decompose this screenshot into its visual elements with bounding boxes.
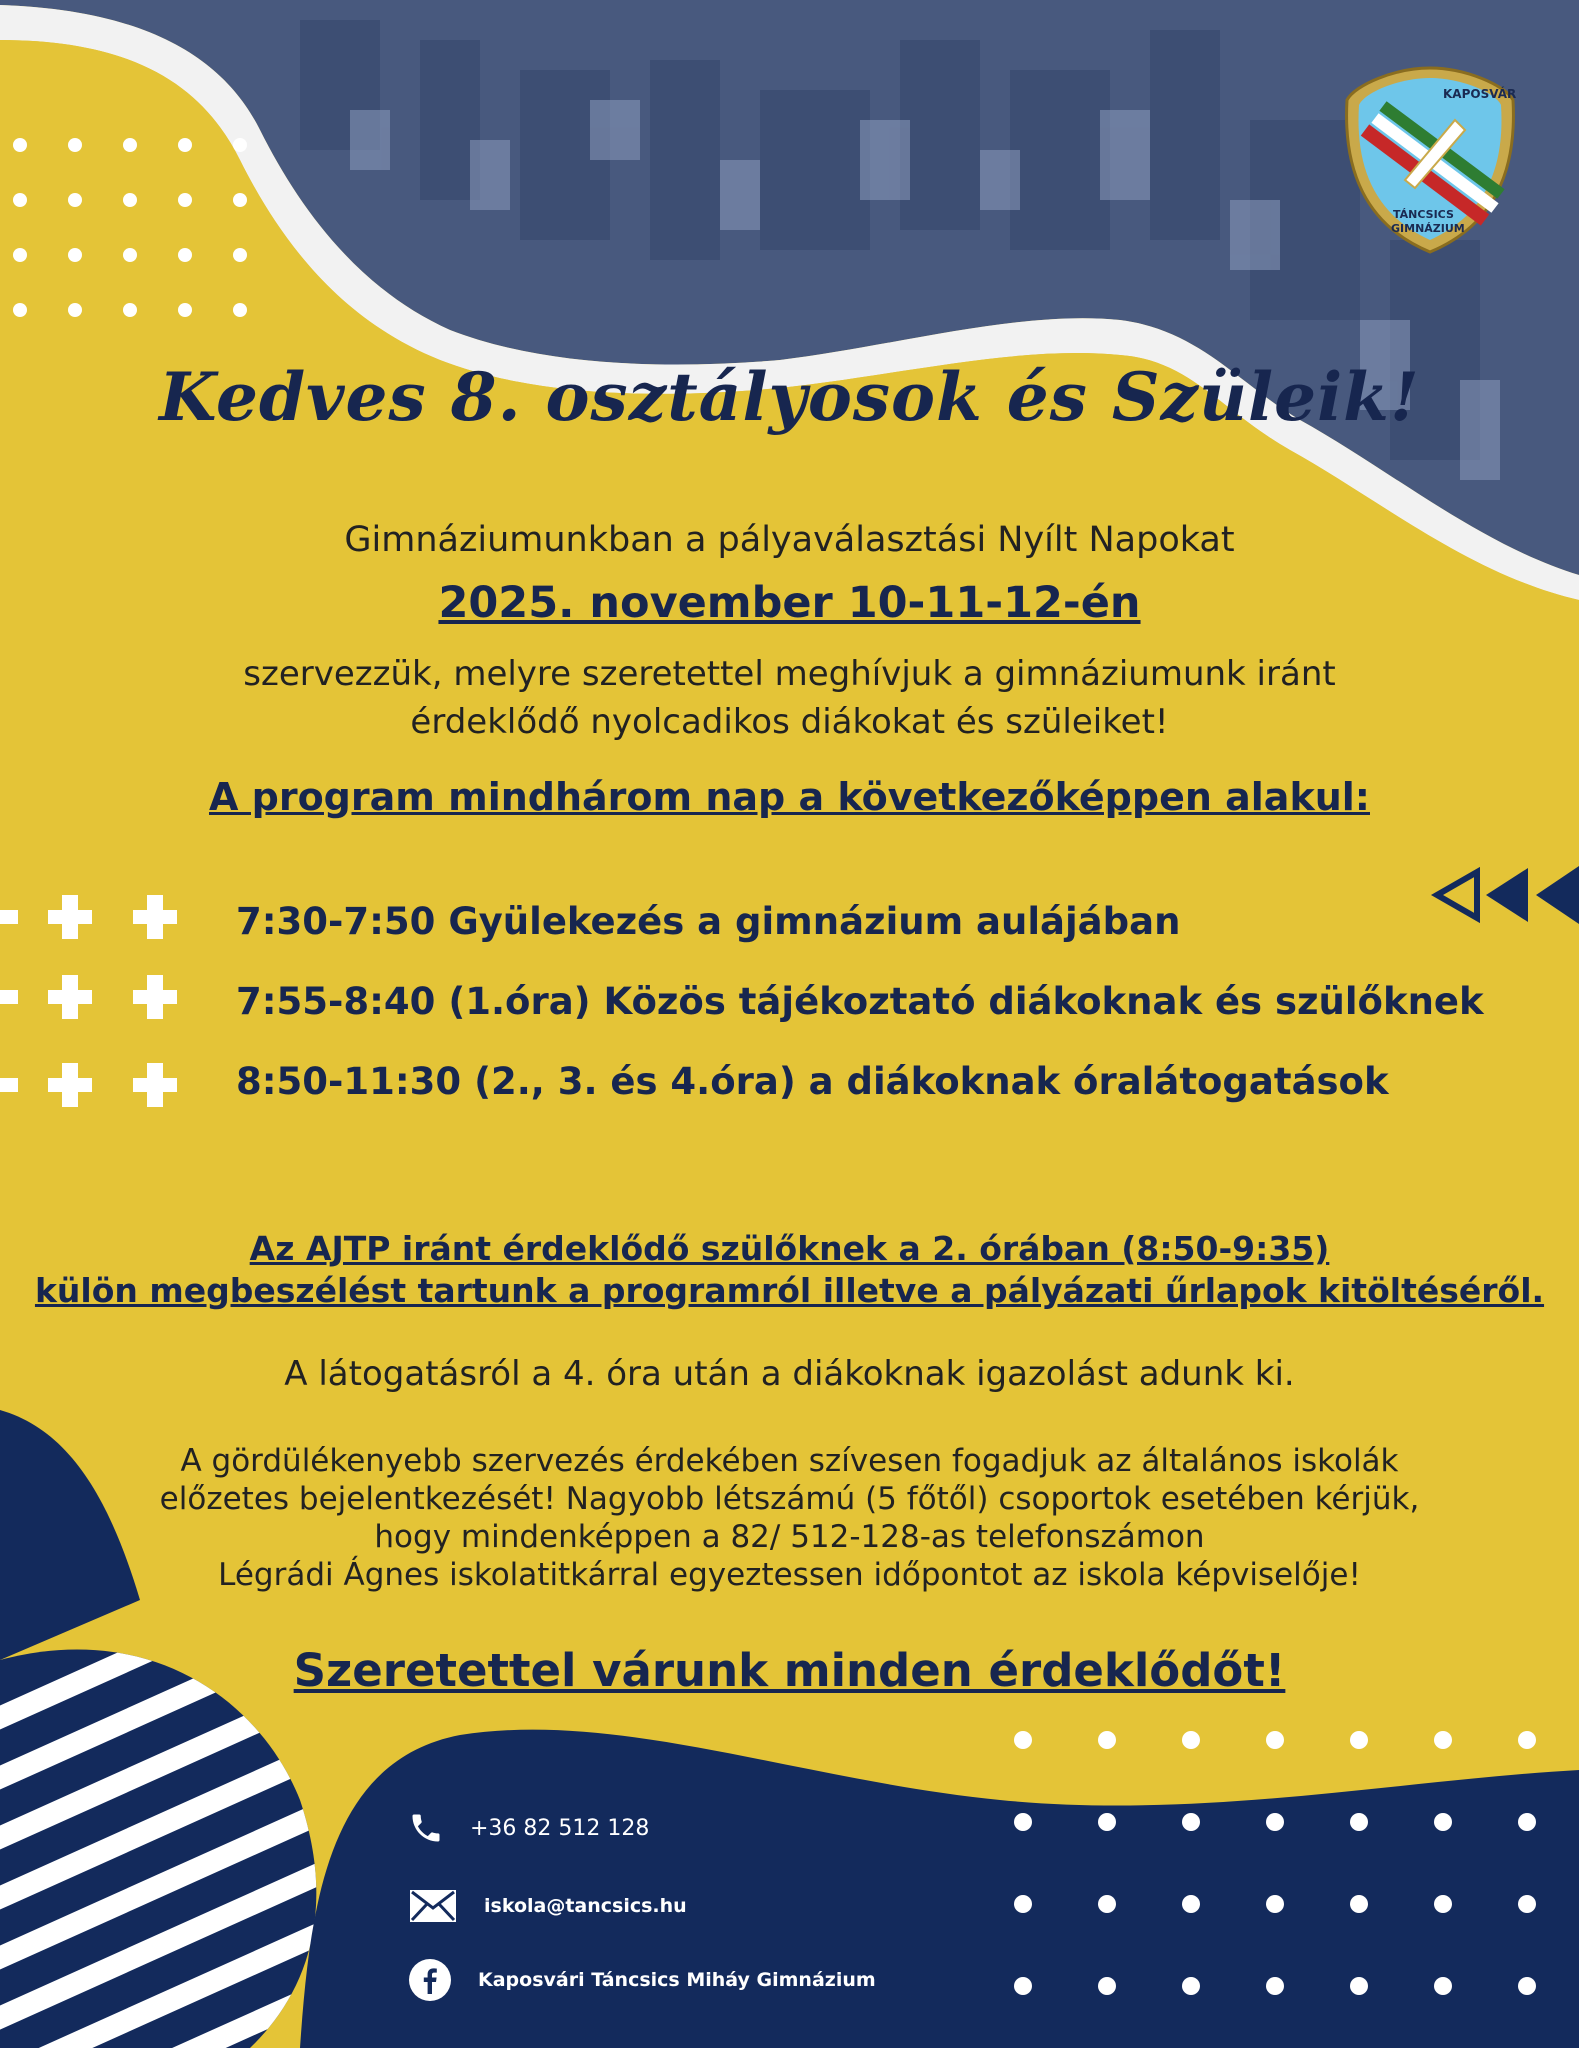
schedule-time: 8:50-11:30 xyxy=(236,1060,462,1103)
facebook-icon xyxy=(408,1958,452,2002)
schedule-text: (2., 3. és 4.óra) a diákoknak óralátogatások xyxy=(474,1060,1389,1103)
intro-description xyxy=(0,650,1579,746)
note-line: előzetes bejelentkezését! Nagyobb létszámú (5 főtől) csoportok esetében kérjük, xyxy=(159,1481,1420,1517)
intro-description-line: érdeklődő nyolcadikos diákokat és szüleiket! xyxy=(410,702,1169,742)
phone-number: +36 82 512 128 xyxy=(470,1815,650,1841)
phone-icon xyxy=(408,1810,444,1846)
intro-description-line: szervezzük, melyre szeretettel meghívjuk a gimnáziumunk iránt xyxy=(243,654,1336,694)
svg-text:KAPOSVÁR: KAPOSVÁR xyxy=(1443,87,1517,101)
ajtp-line: külön megbeszélést tartunk a programról illetve a pályázati űrlapok kitöltéséről. xyxy=(34,1271,1545,1310)
mail-icon xyxy=(408,1888,458,1924)
program-heading: A program mindhárom nap a következőképpen alakul: xyxy=(209,775,1370,819)
note-line: A gördülékenyebb szervezés érdekében szívesen fogadjuk az általános iskolák xyxy=(180,1443,1399,1479)
svg-text:TÁNCSICS: TÁNCSICS xyxy=(1393,208,1454,221)
contact-phone[interactable] xyxy=(408,1810,649,1846)
facebook-page-name: Kaposvári Táncsics Miháy Gimnázium xyxy=(478,1969,876,1991)
schedule-text: (1.óra) Közös tájékoztató diákoknak és szülőknek xyxy=(448,980,1484,1023)
registration-note xyxy=(0,1442,1579,1594)
schedule-item xyxy=(236,1060,1389,1103)
ajtp-line: Az AJTP iránt érdeklődő szülőknek a 2. órában (8:50-9:35) xyxy=(249,1229,1330,1268)
page-title: Kedves 8. osztályosok és Szüleik! xyxy=(159,358,1420,436)
event-date: 2025. november 10-11-12-én xyxy=(438,578,1141,628)
schedule-time: 7:55-8:40 xyxy=(236,980,436,1023)
schedule-item xyxy=(236,980,1484,1023)
contact-email[interactable] xyxy=(408,1888,687,1924)
visit-certificate-text: A látogatásról a 4. óra után a diákoknak igazolást adunk ki. xyxy=(284,1354,1295,1394)
svg-text:GIMNÁZIUM: GIMNÁZIUM xyxy=(1391,222,1465,235)
email-address: iskola@tancsics.hu xyxy=(484,1895,687,1917)
intro-line: Gimnáziumunkban a pályaválasztási Nyílt Napokat xyxy=(344,520,1235,560)
schedule-item xyxy=(236,900,1180,943)
ajtp-notice xyxy=(0,1228,1579,1312)
note-line: Légrádi Ágnes iskolatitkárral egyeztessen időpontot az iskola képviselője! xyxy=(218,1557,1361,1593)
schedule-time: 7:30-7:50 xyxy=(236,900,436,943)
contact-facebook[interactable] xyxy=(408,1958,876,2002)
schedule-text: Gyülekezés a gimnázium aulájában xyxy=(448,900,1181,943)
school-crest-logo xyxy=(1335,60,1525,260)
closing-text: Szeretettel várunk minden érdeklődőt! xyxy=(293,1644,1286,1697)
note-line: hogy mindenképpen a 82/ 512-128-as telefonszámon xyxy=(374,1519,1205,1555)
